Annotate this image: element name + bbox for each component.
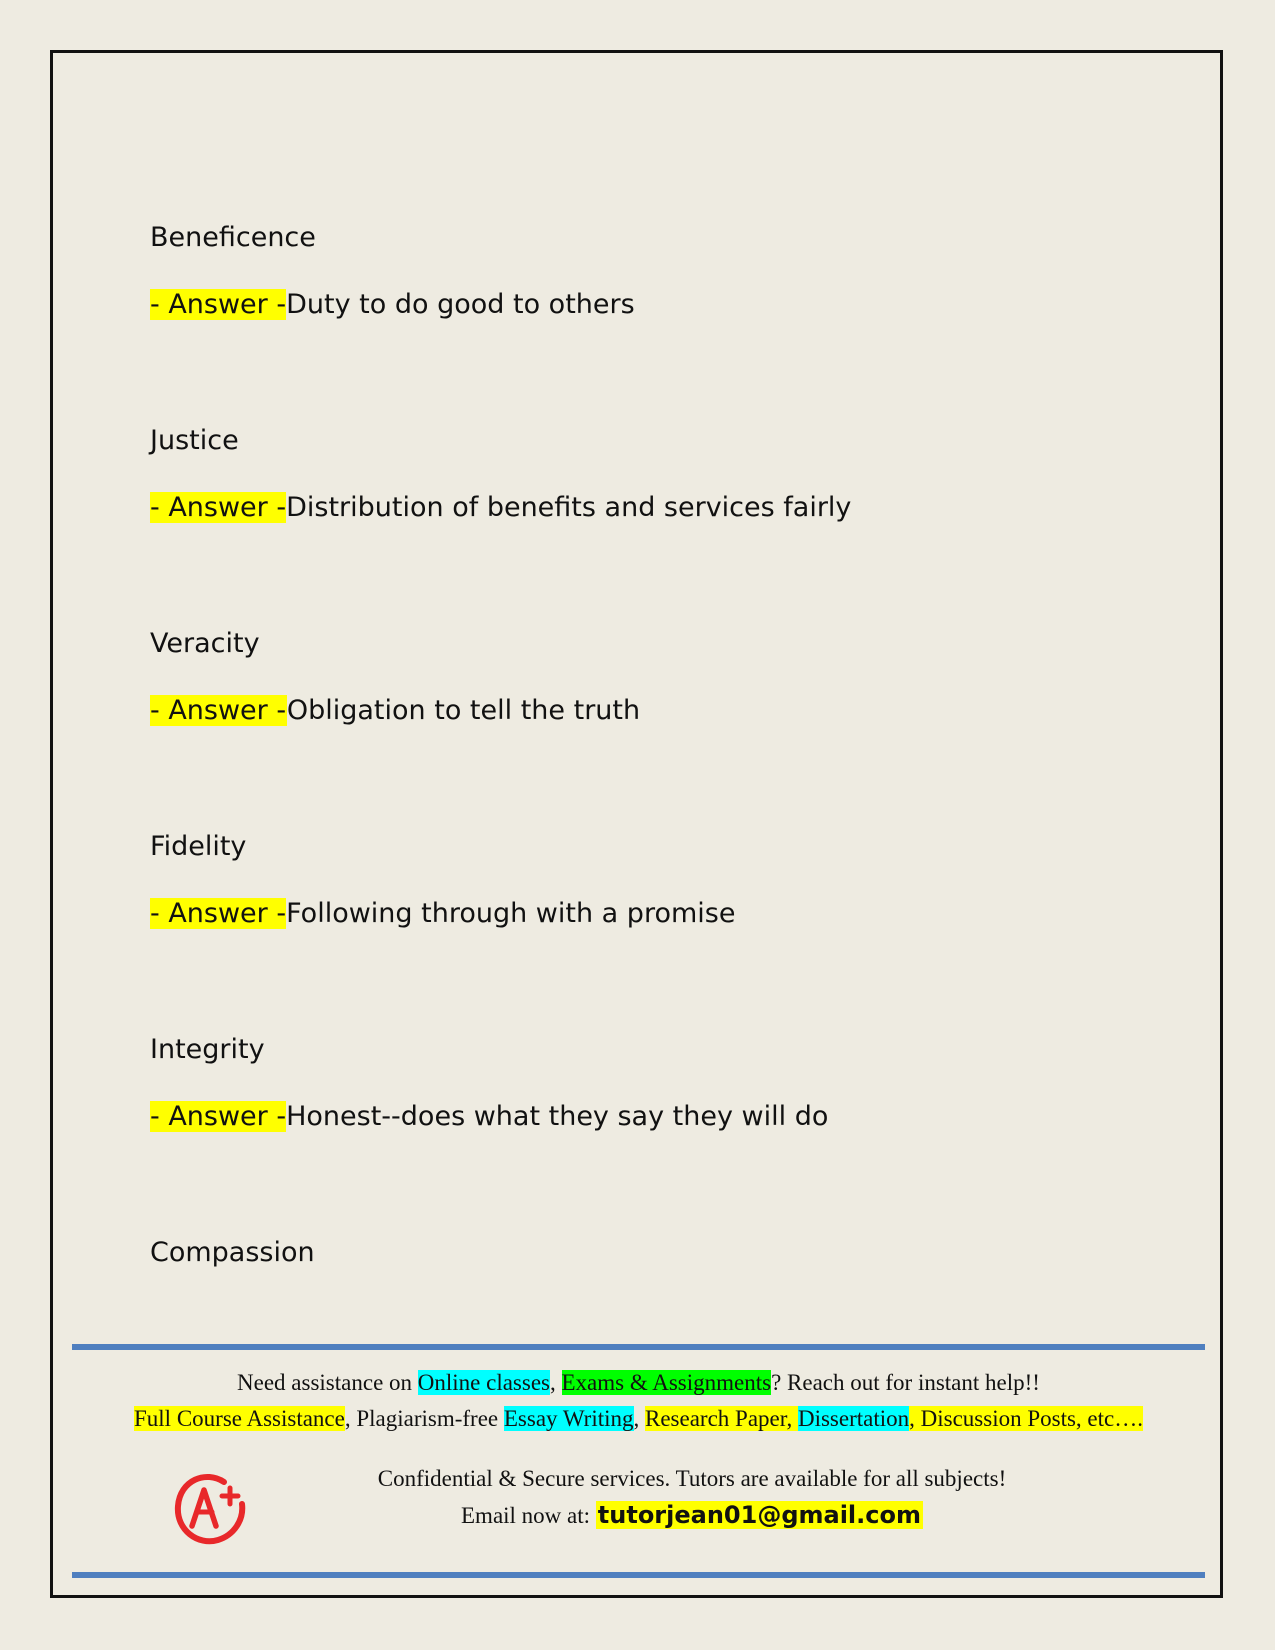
- term: Beneficence: [150, 222, 316, 253]
- answer-line: [150, 691, 1150, 731]
- answer-text: Following through with a promise: [286, 898, 736, 929]
- answer-text: Duty to do good to others: [286, 289, 635, 320]
- promo-text: ? Reach out for instant help!!: [771, 1370, 1040, 1395]
- promo-line-3: Confidential & Secure services. Tutors are available for all subjects!: [377, 1466, 1007, 1491]
- promo-line-2: [72, 1404, 1205, 1434]
- promo-text: ,: [550, 1370, 562, 1395]
- answer-tag: - Answer -: [150, 898, 287, 929]
- discussion-posts-link: , Discussion Posts, etc….: [909, 1406, 1143, 1431]
- promo-footer: [72, 1344, 1205, 1580]
- answer-tag: - Answer -: [150, 695, 287, 726]
- promo-text: Need assistance on: [237, 1370, 418, 1395]
- answer-tag: - Answer -: [150, 289, 287, 320]
- footer-rule-top: [72, 1344, 1205, 1350]
- qa-entry: [150, 218, 1150, 421]
- exams-assignments-link: Exams & Assignments: [561, 1370, 772, 1395]
- qa-entry: [150, 624, 1150, 827]
- full-course-link: Full Course Assistance: [134, 1406, 345, 1431]
- term: Justice: [150, 425, 239, 456]
- dissertation-link: Dissertation: [797, 1406, 910, 1431]
- term: Compassion: [150, 1237, 315, 1268]
- essay-writing-link: Essay Writing: [503, 1406, 634, 1431]
- qa-entry: [150, 827, 1150, 1030]
- qa-list: [150, 218, 1150, 1436]
- answer-line: [150, 285, 1150, 325]
- answer-text: Distribution of benefits and services fairly: [286, 492, 852, 523]
- term: Veracity: [150, 628, 260, 659]
- promo-line-1: [72, 1368, 1205, 1398]
- research-paper-link: Research Paper,: [645, 1406, 798, 1431]
- promo-text: ,: [633, 1406, 645, 1431]
- term: Integrity: [150, 1034, 265, 1065]
- term: Fidelity: [150, 831, 247, 862]
- qa-entry: [150, 1030, 1150, 1233]
- footer-rule-bottom: [72, 1572, 1205, 1578]
- online-classes-link: Online classes: [417, 1370, 550, 1395]
- answer-text: Obligation to tell the truth: [286, 695, 641, 726]
- promo-text: , Plagiarism-free: [344, 1406, 504, 1431]
- answer-text: Honest--does what they say they will do: [286, 1101, 829, 1132]
- a-plus-grade-icon: [172, 1466, 248, 1548]
- answer-line: [150, 488, 1150, 528]
- qa-entry: [150, 421, 1150, 624]
- answer-line: [150, 894, 1150, 934]
- answer-line: [150, 1097, 1150, 1137]
- promo-text: Email now at:: [461, 1503, 596, 1528]
- promo-line-4: [292, 1500, 1092, 1531]
- answer-tag: - Answer -: [150, 1101, 287, 1132]
- contact-email[interactable]: tutorjean01@gmail.com: [597, 1501, 921, 1529]
- answer-tag: - Answer -: [150, 492, 287, 523]
